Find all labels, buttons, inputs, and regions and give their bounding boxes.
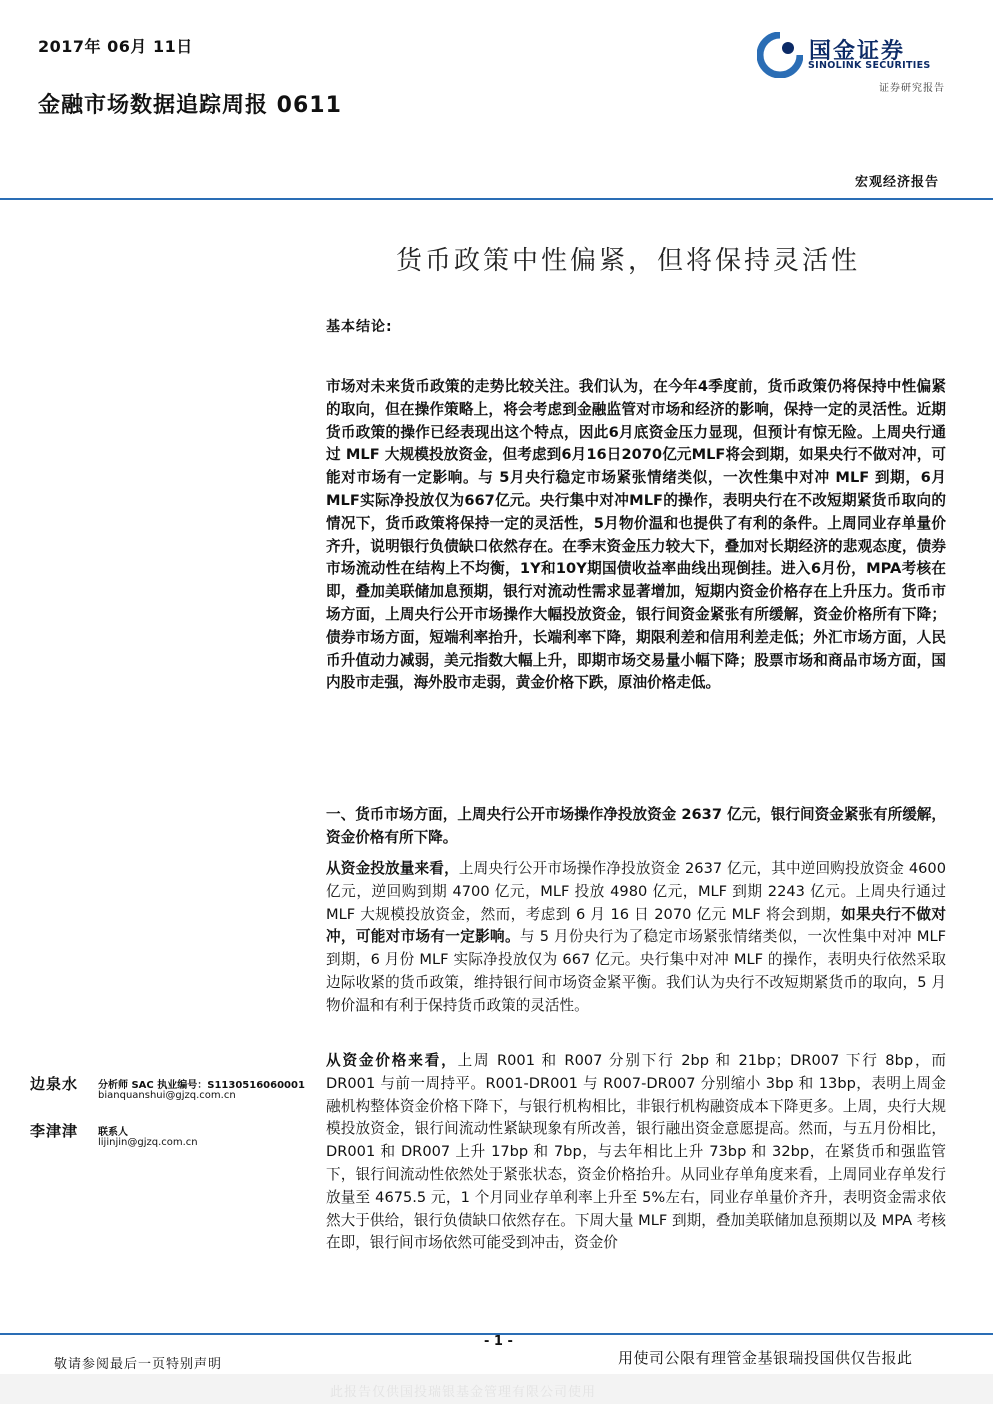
report-category: 宏观经济报告 [854, 175, 939, 190]
logo-subtitle: 证券研究报告 [879, 83, 945, 94]
analyst-email: lijinjin@gjzq.com.cn [98, 1137, 198, 1148]
analyst-role: 联系人 [98, 1127, 128, 1138]
analyst-name: 边泉水 [30, 1075, 79, 1093]
paragraph-text: 上周 R001 和 R007 分别下行 2bp 和 21bp；DR007 下行 8bp，而 DR001 与前一周持平。R001-DR001 与 R007-DR007 分别缩小 3bp 和 13bp，表明上周金融机构整体资金价格下降下，与银行机构相比，非银行机构融资成本下降更多。上周，央行大规模投放资金，银行间流动性紧缺现象有所改善，银行融出资金意愿提高。然而，与五月份相比，DR001 和 DR007 上升 17bp 和 7bp，与去年相比上升 73bp 和 32bp，在紧货币和强监管下，银行间流动性依然处于紧张状态，资金价格抬升。从同业存单角度来看，上周同业存单发行放量至 4675.5 元，1 个月同业存单利率上升至 5%左右，同业存单量价齐升，表明资金需求依然大于供给，银行负债缺口依然存在。下周大量 MLF 到期，叠加美联储加息预期以及 MPA 考核在即，银行间市场依然可能受到冲击，资金价 [326, 1052, 946, 1252]
header-divider [0, 198, 993, 200]
headline: 货币政策中性偏紧，但将保持灵活性 [396, 246, 861, 276]
footer-disclaimer: 敬请参阅最后一页特别声明 [54, 1357, 223, 1372]
logo-english-name: SINOLINK SECURITIES [808, 60, 931, 71]
sinolink-logo-icon [757, 32, 803, 78]
paragraph-text: 与 5 月份央行为了稳定市场紧张情绪类似，一次性集中对冲 MLF 到期，6 月份 MLF 实际净投放仅为 667 亿元。央行集中对冲 MLF 的操作，表明央行依然采取边际收紧的货币政策，维持银行间市场资金紧平衡。我们认为央行不改短期紧货币的取向，5 月物价温和有利于保持货币政策的灵活性。 [326, 928, 946, 1014]
analyst-email: bianquanshui@gjzq.com.cn [98, 1090, 236, 1101]
section-heading: 一、货币市场方面，上周央行公开市场操作净投放资金 2637 亿元，银行间资金紧张有所缓解，资金价格有所下降。 [326, 806, 946, 846]
body-paragraph-2 [326, 1050, 946, 1255]
summary-paragraph: 市场对未来货币政策的走势比较关注。我们认为，在今年4季度前，货币政策仍将保持中性偏紧的取向，但在操作策略上，将会考虑到金融监管对市场和经济的影响，保持一定的灵活性。近期货币政策的操作已经表现出这个特点，因此6月底资金压力显现，但预计有惊无险。上周央行通过 MLF 大规模投放资金，但考虑到6月16日2070亿元MLF将会到期，如果央行不做对冲，可能对市场有一定影响。与 5月央行稳定市场紧张情绪类似，一次性集中对冲 MLF 到期，6月MLF实际净投放仅为667亿元。央行集中对冲MLF的操作，表明央行在不改短期紧货币取向的情况下，货币政策将保持一定的灵活性，5月物价温和也提供了有利的条件。上周同业存单量价齐升，说明银行负债缺口依然存在。在季末资金压力较大下，叠加对长期经济的悲观态度，债券市场流动性在结构上不均衡，1Y和10Y期国债收益率曲线出现倒挂。进入6月份，MPA考核在即，叠加美联储加息预期，银行对流动性需求显著增加，短期内资金价格存在上升压力。货币市场方面，上周央行公开市场操作大幅投放资金，银行间资金紧张有所缓解，资金价格所有下降；债券市场方面，短端利率抬升，长端利率下降，期限利差和信用利差走低；外汇市场方面，人民币升值动力减弱，美元指数大幅上升，即期市场交易量小幅下降；股票市场和商品市场方面，国内股市走强，海外股市走弱，黄金价格下跌，原油价格走低。 [326, 378, 946, 692]
logo-chinese-name: 国金证券 [809, 39, 906, 64]
paragraph-lead: 从资金投放量来看， [326, 860, 459, 877]
paragraph-emphasis: 如果央行不做对冲，可能对市场有一定影响。 [326, 905, 946, 946]
footer-source-note: 用使司公限有理管金基银瑞投国供仅告报此 [618, 1349, 913, 1367]
report-title: 金融市场数据追踪周报 0611 [38, 93, 342, 118]
page-number: - 1 - [484, 1334, 513, 1349]
company-logo [757, 32, 947, 78]
conclusion-label: 基本结论: [326, 319, 393, 335]
analyst-role: 分析师 SAC 执业编号：S1130516060001 [98, 1080, 305, 1091]
body-paragraph-1 [326, 858, 946, 1018]
report-date: 2017年 06月 11日 [38, 37, 193, 56]
footer-watermark: 此报告仅供国投瑞银基金管理有限公司使用 [330, 1385, 597, 1400]
analyst-name: 李津津 [30, 1122, 79, 1140]
paragraph-lead: 从资金价格来看， [326, 1052, 458, 1069]
paragraph-text: 上周央行公开市场操作净投放资金 2637 亿元，其中逆回购投放资金 4600 亿元，逆回购到期 4700 亿元，MLF 投放 4980 亿元，MLF 到期 2243 亿元。上周央行通过 MLF 大规模投放资金，然而，考虑到 6 月 16 日 2070 亿元 MLF 将会到期， [326, 860, 946, 923]
